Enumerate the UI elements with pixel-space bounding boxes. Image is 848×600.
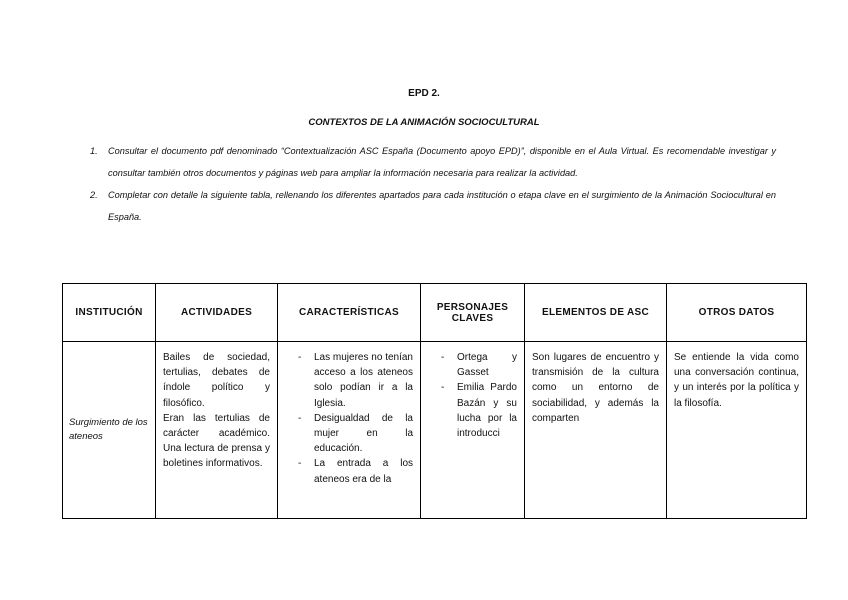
personaje-item: - Ortega y Gasset	[435, 350, 517, 380]
document-subtitle: CONTEXTOS DE LA ANIMACIÓN SOCIOCULTURAL	[308, 117, 540, 128]
cell-institucion: Surgimiento de los ateneos	[63, 342, 156, 519]
header-otros: OTROS DATOS	[667, 284, 807, 342]
table-header-row	[63, 284, 807, 342]
personaje-item: - Emilia Pardo Bazán y su lucha por la introducci	[435, 380, 517, 441]
instruction-text: Completar con detalle la siguiente tabla, rellenando los diferentes apartados para cada institución o etapa clave en el surgimiento de la Animación Sociocultural en España.	[108, 190, 776, 222]
header-caracteristicas: CARACTERÍSTICAS	[278, 284, 421, 342]
otros-text: Se entiende la vida como una conversación continua, y un interés por la política y la filosofía.	[674, 352, 799, 409]
instruction-number: 2.	[90, 190, 98, 200]
table-row	[63, 342, 807, 519]
header-personajes: PERSONAJES CLAVES	[421, 284, 525, 342]
header-institucion: INSTITUCIÓN	[63, 284, 156, 342]
instruction-number: 1.	[90, 146, 98, 156]
cell-caracteristicas	[278, 342, 421, 519]
instruction-text: Consultar el documento pdf denominado “Contextualización ASC España (Documento apoyo EPD)”, disponible en el Aula Virtual. Es recomendable investigar y consultar también otros documentos y páginas web para ampliar la información necesaria para realizar la actividad.	[108, 146, 776, 178]
instruction-item	[90, 184, 776, 228]
cell-elementos	[525, 342, 667, 519]
instructions-list	[90, 140, 776, 228]
document-title: EPD 2.	[408, 88, 440, 99]
actividades-line: Eran las tertulias de carácter académico. Una lectura de prensa y boletines informativos.	[163, 412, 270, 470]
caracteristica-item: - La entrada a los ateneos era de la	[292, 456, 413, 486]
cell-personajes	[421, 342, 525, 519]
header-actividades: ACTIVIDADES	[156, 284, 278, 342]
elementos-text: Son lugares de encuentro y transmisión de la cultura como un entorno de sociabilidad, y además la comparten	[532, 352, 659, 424]
actividades-line: Bailes de sociedad, tertulias, debates de índole político y filosófico.	[163, 352, 270, 409]
caracteristica-item: - Desigualdad de la mujer en la educación.	[292, 411, 413, 457]
cell-otros	[667, 342, 807, 519]
cell-actividades	[156, 342, 278, 519]
instruction-item	[90, 140, 776, 184]
header-elementos: ELEMENTOS DE ASC	[525, 284, 667, 342]
asc-table	[62, 283, 807, 519]
caracteristica-item: - Las mujeres no tenían acceso a los ateneos solo podían ir a la Iglesia.	[292, 350, 413, 411]
